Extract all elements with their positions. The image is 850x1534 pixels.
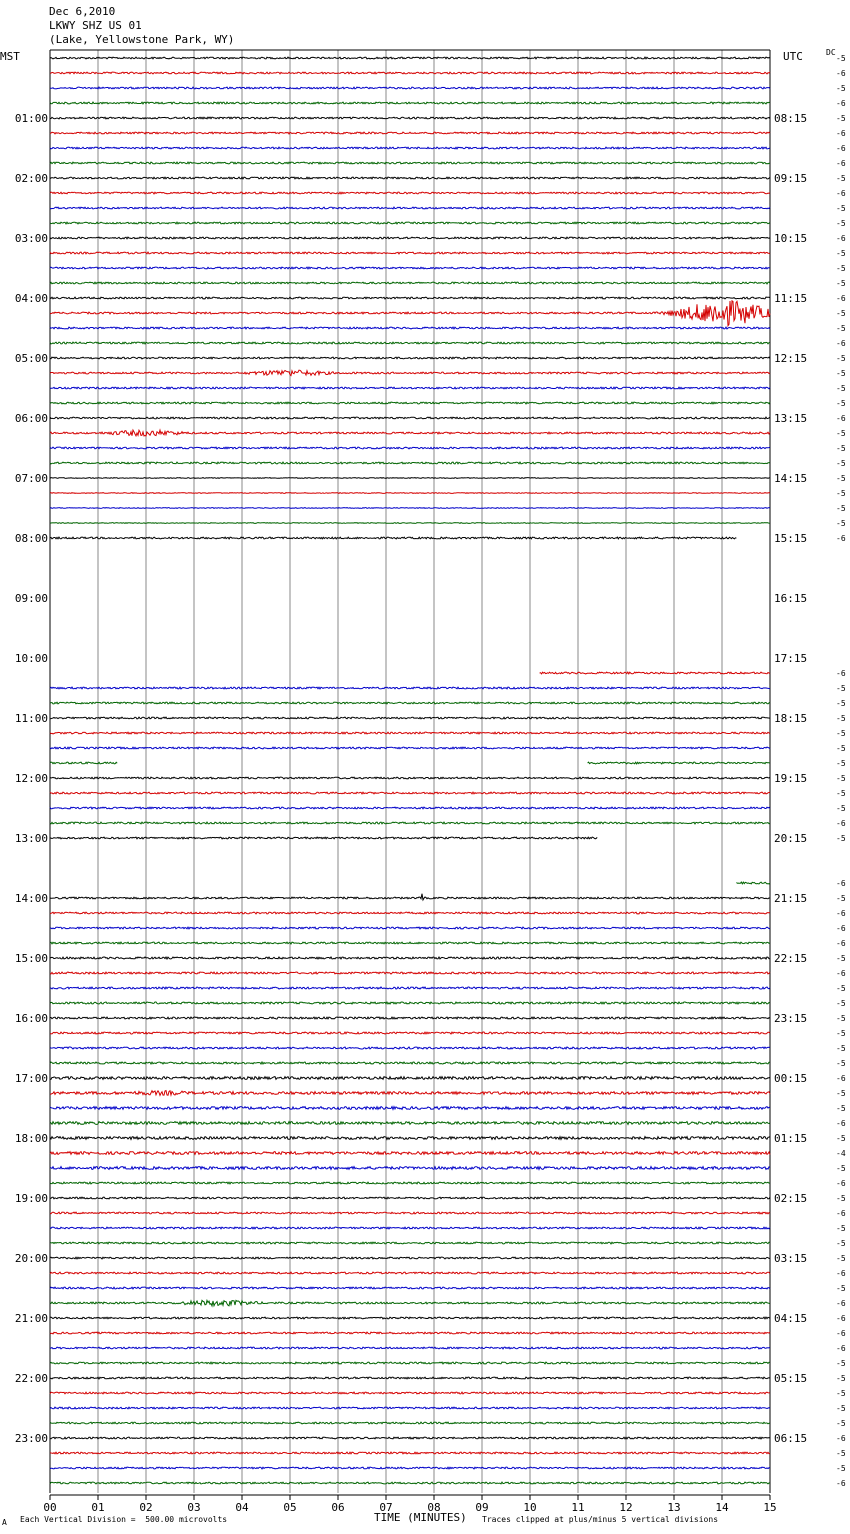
dc-offset-row-52: -5 — [836, 834, 846, 843]
dc-offset-row-93: -5 — [836, 1449, 846, 1458]
trace-row-87 — [50, 1362, 770, 1364]
trace-row-86 — [50, 1347, 770, 1349]
utc-hour-label-8: 16:15 — [774, 592, 808, 605]
trace-row-52 — [50, 837, 597, 839]
dc-offset-row-74: -5 — [836, 1164, 846, 1173]
trace-row-15 — [50, 282, 770, 284]
dc-offset-row-73: -4 — [836, 1149, 846, 1158]
trace-row-27 — [50, 462, 770, 464]
dc-offset-row-75: -6 — [836, 1179, 846, 1188]
trace-row-71 — [50, 1122, 770, 1125]
clip-note: Traces clipped at plus/minus 5 vertical divisions — [482, 1515, 719, 1524]
trace-row-14 — [50, 267, 770, 269]
trace-row-88 — [50, 1377, 770, 1379]
dc-offset-row-83: -6 — [836, 1299, 846, 1308]
trace-row-68 — [50, 1077, 770, 1080]
x-tick-label-10: 10 — [523, 1501, 537, 1514]
utc-hour-label-12: 20:15 — [774, 832, 808, 845]
dc-offset-row-2: -5 — [836, 84, 846, 93]
dc-offset-row-57: -6 — [836, 909, 846, 918]
dc-offset-row-79: -5 — [836, 1239, 846, 1248]
x-tick-label-1: 01 — [91, 1501, 105, 1514]
left-timezone-label: MST — [0, 50, 20, 63]
dc-offset-row-64: -5 — [836, 1014, 846, 1023]
trace-row-85 — [50, 1332, 770, 1334]
x-tick-label-3: 03 — [187, 1501, 201, 1514]
dc-offset-row-0: -5 — [836, 54, 846, 63]
dc-offset-row-11: -5 — [836, 219, 846, 228]
trace-row-19 — [50, 342, 770, 344]
dc-offset-row-71: -6 — [836, 1119, 846, 1128]
trace-row-47-seg-0 — [50, 762, 117, 764]
utc-hour-label-17: 01:15 — [774, 1132, 808, 1145]
dc-offset-row-44: -5 — [836, 714, 846, 723]
trace-row-28 — [50, 478, 770, 479]
trace-row-16 — [50, 297, 770, 299]
dc-offset-row-14: -5 — [836, 264, 846, 273]
dc-offset-row-69: -5 — [836, 1089, 846, 1098]
trace-row-7 — [50, 162, 770, 164]
trace-row-62 — [50, 987, 770, 989]
trace-row-77 — [50, 1212, 770, 1214]
utc-hour-label-6: 14:15 — [774, 472, 808, 485]
trace-row-78 — [50, 1227, 770, 1229]
utc-hour-label-21: 05:15 — [774, 1372, 808, 1385]
dc-offset-row-21: -5 — [836, 369, 846, 378]
trace-row-91 — [50, 1422, 770, 1424]
trace-row-61 — [50, 972, 770, 974]
trace-row-95 — [50, 1482, 770, 1484]
x-tick-label-9: 09 — [475, 1501, 489, 1514]
trace-row-4 — [50, 117, 770, 119]
dc-offset-row-15: -5 — [836, 279, 846, 288]
mst-hour-label-22: 23:00 — [14, 1432, 48, 1445]
dc-offset-row-20: -5 — [836, 354, 846, 363]
trace-row-67 — [50, 1062, 770, 1064]
mst-hour-label-9: 10:00 — [14, 652, 48, 665]
trace-row-41 — [540, 672, 770, 674]
trace-row-9 — [50, 192, 770, 194]
x-tick-label-13: 13 — [667, 1501, 681, 1514]
dc-offset-row-55: -6 — [836, 879, 846, 888]
trace-row-44 — [50, 717, 770, 719]
dc-offset-row-18: -5 — [836, 324, 846, 333]
trace-row-63 — [50, 1002, 770, 1004]
trace-row-51 — [50, 822, 770, 824]
utc-hour-label-16: 00:15 — [774, 1072, 808, 1085]
trace-row-11 — [50, 222, 770, 224]
trace-row-3 — [50, 102, 770, 104]
dc-offset-row-60: -5 — [836, 954, 846, 963]
utc-hour-label-20: 04:15 — [774, 1312, 808, 1325]
dc-offset-row-45: -5 — [836, 729, 846, 738]
dc-offset-row-47: -5 — [836, 759, 846, 768]
utc-hour-label-13: 21:15 — [774, 892, 808, 905]
dc-offset-row-8: -5 — [836, 174, 846, 183]
station-location: (Lake, Yellowstone Park, WY) — [49, 33, 235, 46]
dc-offset-row-70: -5 — [836, 1104, 846, 1113]
dc-offset-row-1: -6 — [836, 69, 846, 78]
trace-row-25 — [50, 430, 770, 436]
trace-row-76 — [50, 1197, 770, 1199]
trace-row-1 — [50, 72, 770, 74]
trace-row-47-seg-1 — [588, 762, 770, 764]
utc-hour-label-15: 23:15 — [774, 1012, 808, 1025]
dc-offset-row-42: -5 — [836, 684, 846, 693]
x-tick-label-12: 12 — [619, 1501, 633, 1514]
trace-row-84 — [50, 1317, 770, 1319]
trace-row-64 — [50, 1017, 770, 1019]
x-tick-label-0: 00 — [43, 1501, 57, 1514]
dc-offset-row-65: -5 — [836, 1029, 846, 1038]
trace-row-12 — [50, 237, 770, 239]
right-timezone-label: UTC — [783, 50, 803, 63]
utc-hour-label-9: 17:15 — [774, 652, 808, 665]
dc-offset-row-61: -6 — [836, 969, 846, 978]
trace-row-6 — [50, 147, 770, 149]
dc-offset-row-6: -6 — [836, 144, 846, 153]
mst-hour-label-12: 13:00 — [14, 832, 48, 845]
dc-offset-row-50: -5 — [836, 804, 846, 813]
mst-hour-label-11: 12:00 — [14, 772, 48, 785]
dc-offset-row-62: -5 — [836, 984, 846, 993]
x-tick-label-5: 05 — [283, 1501, 297, 1514]
plot-date: Dec 6,2010 — [49, 5, 116, 18]
utc-hour-label-5: 13:15 — [774, 412, 808, 425]
trace-row-73 — [50, 1152, 770, 1155]
dc-offset-row-41: -6 — [836, 669, 846, 678]
mst-hour-label-15: 16:00 — [14, 1012, 48, 1025]
trace-row-80 — [50, 1257, 770, 1259]
dc-offset-row-27: -5 — [836, 459, 846, 468]
trace-row-75 — [50, 1182, 770, 1184]
x-tick-label-8: 08 — [427, 1501, 441, 1514]
x-axis-title: TIME (MINUTES) — [374, 1511, 467, 1524]
dc-offset-row-51: -6 — [836, 819, 846, 828]
utc-hour-label-3: 11:15 — [774, 292, 808, 305]
dc-offset-row-17: -5 — [836, 309, 846, 318]
trace-row-2 — [50, 87, 770, 89]
dc-offset-row-3: -6 — [836, 99, 846, 108]
dc-offset-row-56: -5 — [836, 894, 846, 903]
trace-row-20 — [50, 357, 770, 359]
dc-offset-row-59: -6 — [836, 939, 846, 948]
dc-offset-row-88: -5 — [836, 1374, 846, 1383]
dc-offset-row-94: -5 — [836, 1464, 846, 1473]
mst-hour-label-14: 15:00 — [14, 952, 48, 965]
trace-row-18 — [50, 327, 770, 329]
trace-row-24 — [50, 417, 770, 419]
mst-hour-label-2: 03:00 — [14, 232, 48, 245]
dc-offset-row-43: -5 — [836, 699, 846, 708]
mst-hour-label-13: 14:00 — [14, 892, 48, 905]
mst-hour-label-1: 02:00 — [14, 172, 48, 185]
dc-offset-row-30: -5 — [836, 504, 846, 513]
mst-hour-label-0: 01:00 — [14, 112, 48, 125]
mst-hour-label-17: 18:00 — [14, 1132, 48, 1145]
trace-row-81 — [50, 1272, 770, 1274]
mst-hour-label-6: 07:00 — [14, 472, 48, 485]
mst-hour-label-5: 06:00 — [14, 412, 48, 425]
dc-offset-row-26: -5 — [836, 444, 846, 453]
dc-offset-row-87: -5 — [836, 1359, 846, 1368]
dc-offset-row-67: -5 — [836, 1059, 846, 1068]
dc-offset-row-81: -6 — [836, 1269, 846, 1278]
trace-row-42 — [50, 687, 770, 689]
trace-row-89 — [50, 1392, 770, 1394]
trace-row-43 — [50, 702, 770, 704]
dc-offset-row-10: -5 — [836, 204, 846, 213]
dc-offset-row-25: -5 — [836, 429, 846, 438]
dc-offset-row-48: -5 — [836, 774, 846, 783]
mst-hour-label-10: 11:00 — [14, 712, 48, 725]
utc-hour-label-22: 06:15 — [774, 1432, 808, 1445]
trace-row-49 — [50, 792, 770, 794]
dc-offset-row-5: -6 — [836, 129, 846, 138]
trace-row-92 — [50, 1437, 770, 1439]
trace-row-5 — [50, 132, 770, 134]
trace-row-29 — [50, 493, 770, 494]
trace-row-58 — [50, 927, 770, 929]
trace-row-0 — [50, 57, 770, 59]
mst-hour-label-20: 21:00 — [14, 1312, 48, 1325]
trace-row-45 — [50, 732, 770, 734]
dc-offset-row-90: -5 — [836, 1404, 846, 1413]
utc-hour-label-2: 10:15 — [774, 232, 808, 245]
dc-offset-row-29: -5 — [836, 489, 846, 498]
dc-offset-row-84: -6 — [836, 1314, 846, 1323]
trace-row-55 — [736, 882, 770, 884]
x-tick-label-15: 15 — [763, 1501, 777, 1514]
trace-row-93 — [50, 1452, 770, 1454]
corner-mark: A — [2, 1518, 7, 1527]
dc-offset-row-85: -6 — [836, 1329, 846, 1338]
dc-offset-row-28: -5 — [836, 474, 846, 483]
x-tick-label-14: 14 — [715, 1501, 729, 1514]
trace-row-59 — [50, 942, 770, 944]
station-code: LKWY SHZ US 01 — [49, 19, 142, 32]
mst-hour-label-21: 22:00 — [14, 1372, 48, 1385]
trace-row-82 — [50, 1287, 770, 1289]
dc-offset-row-95: -6 — [836, 1479, 846, 1488]
x-tick-label-4: 04 — [235, 1501, 249, 1514]
trace-row-60 — [50, 957, 770, 959]
dc-offset-row-24: -6 — [836, 414, 846, 423]
dc-offset-row-58: -6 — [836, 924, 846, 933]
trace-row-66 — [50, 1047, 770, 1049]
dc-offset-row-46: -5 — [836, 744, 846, 753]
trace-row-90 — [50, 1407, 770, 1409]
trace-row-46 — [50, 747, 770, 749]
dc-offset-row-92: -6 — [836, 1434, 846, 1443]
dc-offset-row-7: -6 — [836, 159, 846, 168]
trace-row-74 — [50, 1167, 770, 1170]
dc-offset-row-31: -5 — [836, 519, 846, 528]
mst-hour-label-19: 20:00 — [14, 1252, 48, 1265]
dc-offset-row-9: -6 — [836, 189, 846, 198]
utc-hour-label-14: 22:15 — [774, 952, 808, 965]
utc-hour-label-0: 08:15 — [774, 112, 808, 125]
dc-offset-row-13: -5 — [836, 249, 846, 258]
trace-row-31 — [50, 523, 770, 524]
x-tick-label-11: 11 — [571, 1501, 585, 1514]
dc-offset-row-12: -6 — [836, 234, 846, 243]
dc-offset-row-68: -6 — [836, 1074, 846, 1083]
mst-hour-label-3: 04:00 — [14, 292, 48, 305]
dc-offset-row-4: -5 — [836, 114, 846, 123]
trace-row-69 — [50, 1091, 770, 1096]
trace-row-8 — [50, 177, 770, 179]
dc-offset-row-86: -6 — [836, 1344, 846, 1353]
dc-offset-row-23: -5 — [836, 399, 846, 408]
trace-row-32 — [50, 537, 736, 539]
dc-offset-header: DC — [826, 48, 836, 57]
trace-row-94 — [50, 1467, 770, 1469]
dc-offset-row-80: -5 — [836, 1254, 846, 1263]
x-tick-label-7: 07 — [379, 1501, 393, 1514]
trace-row-57 — [50, 912, 770, 914]
dc-offset-row-89: -5 — [836, 1389, 846, 1398]
trace-row-65 — [50, 1032, 770, 1034]
mst-hour-label-18: 19:00 — [14, 1192, 48, 1205]
mst-hour-label-7: 08:00 — [14, 532, 48, 545]
trace-row-48 — [50, 777, 770, 779]
trace-row-70 — [50, 1107, 770, 1110]
utc-hour-label-19: 03:15 — [774, 1252, 808, 1265]
utc-hour-label-11: 19:15 — [774, 772, 808, 785]
trace-row-10 — [50, 207, 770, 209]
trace-row-72 — [50, 1137, 770, 1140]
trace-row-26 — [50, 447, 770, 449]
dc-offset-row-72: -5 — [836, 1134, 846, 1143]
utc-hour-label-1: 09:15 — [774, 172, 808, 185]
trace-row-30 — [50, 508, 770, 509]
dc-offset-row-77: -6 — [836, 1209, 846, 1218]
mst-hour-label-16: 17:00 — [14, 1072, 48, 1085]
trace-row-21 — [50, 370, 770, 375]
dc-offset-row-66: -5 — [836, 1044, 846, 1053]
utc-hour-label-7: 15:15 — [774, 532, 808, 545]
dc-offset-row-76: -5 — [836, 1194, 846, 1203]
trace-row-50 — [50, 807, 770, 809]
utc-hour-label-18: 02:15 — [774, 1192, 808, 1205]
x-tick-label-6: 06 — [331, 1501, 345, 1514]
trace-row-56 — [50, 894, 770, 900]
trace-row-23 — [50, 402, 770, 404]
mst-hour-label-4: 05:00 — [14, 352, 48, 365]
x-tick-label-2: 02 — [139, 1501, 153, 1514]
dc-offset-row-16: -6 — [836, 294, 846, 303]
trace-row-83 — [50, 1300, 770, 1306]
utc-hour-label-10: 18:15 — [774, 712, 808, 725]
trace-row-22 — [50, 387, 770, 389]
utc-hour-label-4: 12:15 — [774, 352, 808, 365]
trace-row-13 — [50, 252, 770, 254]
dc-offset-row-32: -6 — [836, 534, 846, 543]
mst-hour-label-8: 09:00 — [14, 592, 48, 605]
trace-row-17 — [50, 301, 770, 326]
dc-offset-row-63: -5 — [836, 999, 846, 1008]
dc-offset-row-91: -5 — [836, 1419, 846, 1428]
dc-offset-row-82: -5 — [836, 1284, 846, 1293]
dc-offset-row-19: -6 — [836, 339, 846, 348]
dc-offset-row-22: -5 — [836, 384, 846, 393]
trace-row-79 — [50, 1242, 770, 1244]
dc-offset-row-78: -5 — [836, 1224, 846, 1233]
vertical-scale-note: Each Vertical Division = 500.00 microvolts — [20, 1515, 228, 1524]
dc-offset-row-49: -5 — [836, 789, 846, 798]
